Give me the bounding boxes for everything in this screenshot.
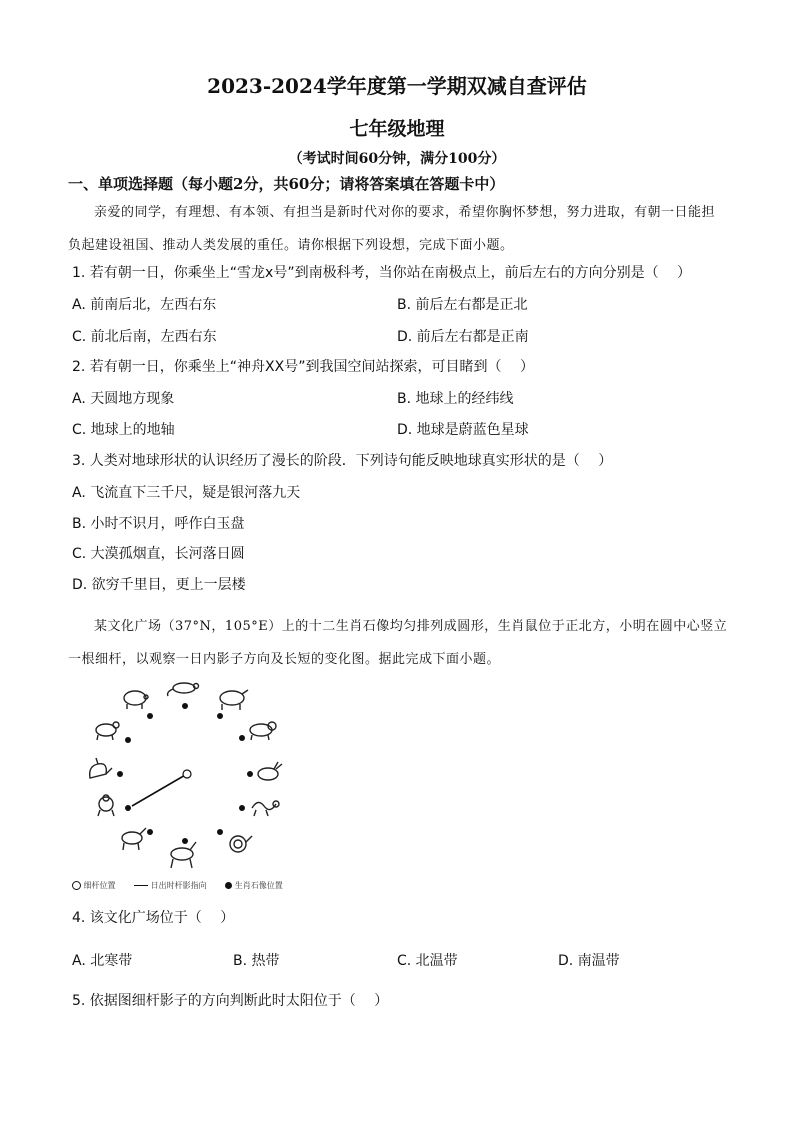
question-1-option-d[interactable]: D. 前后左右都是正南 xyxy=(397,329,529,345)
question-3-option-b[interactable]: B. 小时不识月，呼作白玉盘 xyxy=(72,516,245,532)
legend-shadow-label: 日出时杆影指向 xyxy=(150,881,207,890)
shadow-line xyxy=(132,774,187,806)
question-1-stem: 1. 若有朝一日，你乘坐上“雪龙x号”到南极科考，当你站在南极点上，前后左右的方向分别是（ ） xyxy=(72,265,692,281)
question-2-option-d[interactable]: D. 地球是蔚蓝色星球 xyxy=(397,422,529,438)
legend-statue-label: 生肖石像位置 xyxy=(234,881,283,890)
question-2-option-c[interactable]: C. 地球上的地轴 xyxy=(72,422,175,438)
passage-text: 某文化广场（37°N，105°E）上的十二生肖石像均匀排列成圆形，生肖鼠位于正北方，小明在圆中心竖立一根细杆，以观察一日内影子方向及长短的变化图。据此完成下面小题。 xyxy=(68,619,728,667)
question-2-stem: 2. 若有朝一日，你乘坐上“神舟XX号”到我国空间站探索，可目睹到（ ） xyxy=(72,359,534,375)
ox-icon xyxy=(220,690,248,710)
question-2-option-b[interactable]: B. 地球上的经纬线 xyxy=(397,391,514,407)
goat-icon xyxy=(122,828,146,850)
dog-icon xyxy=(96,722,119,740)
exam-info: （考试时间60分钟，满分100分） xyxy=(288,151,506,167)
question-1-option-a[interactable]: A. 前南后北，左西右东 xyxy=(72,297,217,313)
question-3-stem: 3. 人类对地球形状的认识经历了漫长的阶段．下列诗句能反映地球真实形状的是（ ） xyxy=(72,453,613,469)
page-title: 2023-2024学年度第一学期双减自查评估 xyxy=(207,74,587,98)
pig-icon xyxy=(124,691,148,709)
monkey-icon xyxy=(98,795,114,816)
snake-icon xyxy=(230,836,252,852)
horse-icon xyxy=(171,842,196,868)
dragon-icon xyxy=(252,801,279,816)
zodiac-circle-diagram xyxy=(70,676,300,876)
question-3-option-d[interactable]: D. 欲穷千里目，更上一层楼 xyxy=(72,577,246,593)
question-4-option-d[interactable]: D. 南温带 xyxy=(558,953,620,969)
question-2-option-a[interactable]: A. 天圆地方现象 xyxy=(72,391,175,407)
question-1-option-b[interactable]: B. 前后左右都是正北 xyxy=(397,297,528,313)
question-4-option-c[interactable]: C. 北温带 xyxy=(397,953,458,969)
rooster-icon xyxy=(90,758,112,778)
section-intro: 亲爱的同学，有理想、有本领、有担当是新时代对你的要求，希望你胸怀梦想，努力进取，有朝一日能担负起建设祖国、推动人类发展的重任。请你根据下列设想，完成下面小题。 xyxy=(68,205,716,253)
diagram-legend xyxy=(72,880,283,891)
page-subtitle: 七年级地理 xyxy=(349,118,445,140)
rat-icon xyxy=(168,683,199,696)
question-4-stem: 4. 该文化广场位于（ ） xyxy=(72,910,235,926)
legend-pole-label: 细杆位置 xyxy=(83,881,116,890)
question-4-option-a[interactable]: A. 北寒带 xyxy=(72,953,133,969)
tiger-icon xyxy=(250,722,276,740)
rabbit-icon xyxy=(258,762,282,780)
section-heading: 一、单项选择题（每小题2分，共60分；请将答案填在答题卡中） xyxy=(68,175,505,193)
question-3-option-a[interactable]: A. 飞流直下三千尺，疑是银河落九天 xyxy=(72,485,301,501)
question-1-option-c[interactable]: C. 前北后南，左西右东 xyxy=(72,329,217,345)
question-5-stem: 5. 依据图细杆影子的方向判断此时太阳位于（ ） xyxy=(72,993,389,1009)
pole-legend-icon xyxy=(72,881,81,890)
question-4-option-b[interactable]: B. 热带 xyxy=(233,953,280,969)
question-3-option-c[interactable]: C. 大漠孤烟直，长河落日圆 xyxy=(72,546,245,562)
statue-legend-icon xyxy=(225,882,232,889)
shadow-legend-icon xyxy=(134,885,148,886)
pole-marker xyxy=(183,770,191,778)
